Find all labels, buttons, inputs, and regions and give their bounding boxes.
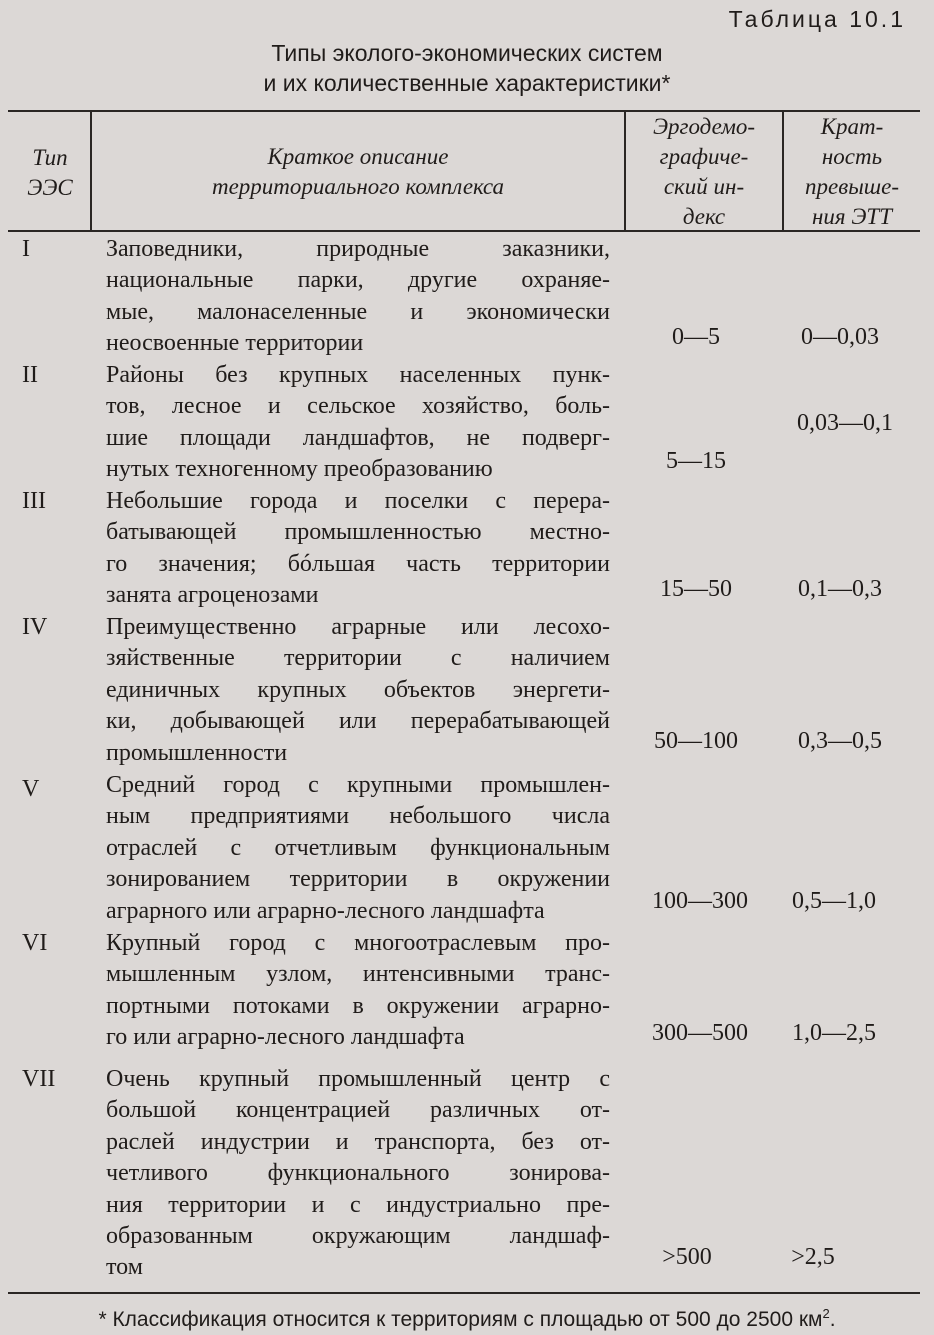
row-description: [106, 360, 610, 486]
row-type: VII: [22, 1066, 56, 1092]
desc-line: мышленным узлом, интенсивными транс-: [106, 961, 610, 988]
row-index: 5—15: [666, 448, 726, 474]
row-description: [106, 234, 610, 360]
footnote: [0, 1300, 934, 1334]
row-ratio: >2,5: [791, 1244, 835, 1270]
desc-line: Заповедники, природные заказники,: [106, 236, 610, 262]
desc-line: большой концентрацией различных от-: [106, 1097, 610, 1124]
row-description: [106, 770, 610, 927]
table-caption: [0, 38, 934, 98]
row-type: II: [22, 362, 38, 388]
desc-line: Крупный город с многоотраслевым про-: [106, 930, 610, 956]
desc-line: портными потоками в окружении аграрно-: [106, 992, 610, 1019]
desc-line: образованным окружающим ландшаф-: [106, 1222, 610, 1249]
row-type: IV: [22, 614, 48, 640]
row-type: V: [22, 776, 40, 802]
desc-line: Преимущественно аграрные или лесохо-: [106, 614, 610, 640]
desc-line: аграрного или аграрно-лесного ландшафта: [106, 897, 545, 924]
header-line: декс: [682, 204, 726, 229]
desc-line: ния территории и с индустриально пре-: [106, 1191, 610, 1218]
table-number: Таблица 10.1: [728, 6, 906, 32]
row-type: III: [22, 488, 46, 514]
desc-line: батывающей промышленностью местно-: [106, 519, 610, 546]
caption-line: Типы эколого-экономических систем: [271, 40, 663, 66]
caption-line: и их количественные характеристики*: [263, 70, 671, 96]
row-ratio: 1,0—2,5: [792, 1020, 876, 1046]
header-line: графиче-: [659, 144, 749, 169]
desc-line: Районы без крупных населенных пунк-: [106, 362, 610, 388]
desc-line: единичных крупных объектов энергети-: [106, 676, 610, 703]
row-index: >500: [662, 1244, 712, 1270]
row-ratio: 0,1—0,3: [798, 576, 882, 602]
desc-line: занята агроценозами: [106, 582, 319, 609]
desc-line: мые, малонаселенные и экономически: [106, 298, 610, 325]
row-index: 15—50: [660, 576, 732, 602]
footnote-superscript: 2: [822, 1306, 830, 1321]
row-ratio: 0,3—0,5: [798, 728, 882, 754]
row-ratio: 0,5—1,0: [792, 888, 876, 914]
desc-line: шие площади ландшафтов, не подверг-: [106, 424, 610, 451]
row-index: 300—500: [652, 1020, 748, 1046]
desc-line: Небольшие города и поселки с перера-: [106, 488, 610, 514]
desc-line: четливого функционального зонирова-: [106, 1160, 610, 1187]
desc-line: го значения; бóльшая часть территории: [106, 550, 610, 577]
header-line: Эргодемо-: [652, 114, 756, 139]
header-line: территориального комплекса: [211, 174, 505, 199]
row-index: 0—5: [672, 324, 720, 350]
desc-line: ки, добывающей или перерабатывающей: [106, 708, 610, 735]
desc-line: Очень крупный промышленный центр с: [106, 1066, 610, 1092]
row-description: [106, 928, 610, 1054]
header-type: [10, 143, 90, 203]
desc-line: том: [106, 1254, 143, 1281]
row-ratio: 0—0,03: [801, 324, 879, 350]
header-line: Крат-: [820, 114, 884, 139]
row-ratio: 0,03—0,1: [797, 410, 893, 436]
desc-line: неосвоенные территории: [106, 330, 364, 357]
desc-line: нутых техногенному преобразованию: [106, 456, 493, 483]
row-description: [106, 486, 610, 612]
row-type: VI: [22, 930, 48, 956]
desc-line: зонированием территории в окружении: [106, 866, 610, 893]
desc-line: го или аграрно-лесного ландшафта: [106, 1024, 465, 1051]
row-description: [106, 1064, 610, 1284]
footnote-text: * Классификация относится к территориям с площадью от 500 до 2500 км: [98, 1308, 823, 1331]
table-bottom-rule: [8, 1292, 920, 1294]
desc-line: промышленности: [106, 739, 288, 766]
header-line: ния ЭТТ: [812, 204, 892, 229]
header-line: Краткое описание: [267, 144, 449, 169]
desc-line: Средний город с крупными промышлен-: [106, 772, 610, 798]
header-line: Тип: [32, 145, 68, 170]
footnote-period: .: [829, 1308, 836, 1331]
desc-line: ным предприятиями небольшого числа: [106, 803, 610, 830]
header-line: превыше-: [805, 174, 899, 199]
desc-line: национальные парки, другие охраняе-: [106, 267, 610, 294]
desc-line: тов, лесное и сельское хозяйство, боль-: [106, 393, 610, 420]
header-index: [626, 112, 782, 232]
row-type: I: [22, 236, 30, 262]
header-ratio: [784, 112, 920, 232]
desc-line: отраслей с отчетливым функциональным: [106, 834, 610, 861]
header-line: ЭЭС: [27, 175, 73, 200]
row-description: [106, 612, 610, 769]
header-line: ский ин-: [663, 174, 745, 199]
desc-line: зяйственные территории с наличием: [106, 645, 610, 672]
header-line: ность: [821, 144, 883, 169]
row-index: 100—300: [652, 888, 748, 914]
header-description: [92, 142, 624, 202]
desc-line: раслей индустрии и транспорта, без от-: [106, 1128, 610, 1155]
row-index: 50—100: [654, 728, 738, 754]
